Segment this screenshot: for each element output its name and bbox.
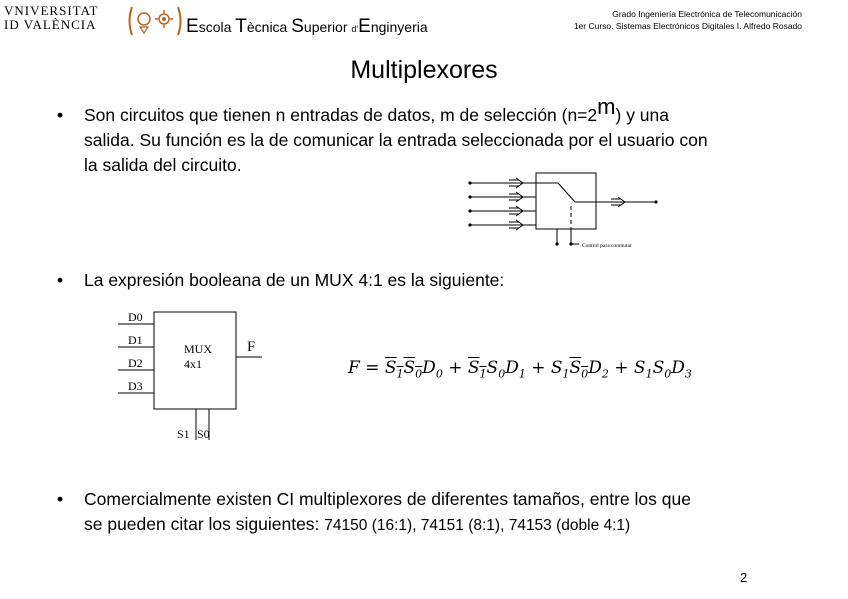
bullet-1-superscript: m — [597, 94, 616, 120]
bullet-1-line1a: Son circuitos que tienen n entradas de datos, m de selección (n=2 — [84, 105, 598, 125]
university-line2: ID VALÈNCIA — [4, 17, 97, 32]
f-s1: $S_1$ — [384, 358, 404, 381]
page-number: 2 — [740, 570, 748, 585]
f-s0: $S_0$ — [652, 358, 672, 381]
bullet-1-text — [84, 94, 708, 178]
bullet-dot: • — [57, 489, 64, 509]
formula-term-3-negated — [569, 358, 589, 381]
bullet-3-line1: Comercialmente existen CI multiplexores de diferentes tamaños, entre los que — [84, 489, 691, 509]
bullet-1-line1b: ) y una — [615, 105, 669, 125]
formula-term-1-negated-b — [403, 358, 423, 381]
school-cap-e2: E — [358, 16, 371, 37]
school-cap-e: E — [186, 16, 199, 37]
formula-plus: + — [525, 358, 551, 378]
mux-input-d2: D2 — [128, 356, 143, 370]
mux-4x1-diagram — [114, 306, 274, 448]
formula-lhs: F = — [348, 358, 385, 378]
school-word-1: scola — [198, 19, 236, 35]
mux-select-s0: S0 — [197, 427, 210, 441]
mux-select-s1: S1 — [177, 427, 190, 441]
bullet-2-text: La expresión booleana de un MUX 4:1 es la siguiente: — [84, 270, 505, 290]
bullet-3-line2b: 74150 (16:1), 74151 (8:1), 74153 (doble 4:1) — [324, 517, 631, 534]
university-name — [4, 4, 98, 32]
formula-plus: + — [608, 358, 634, 378]
degree-info — [472, 8, 802, 32]
bullet-3-text — [84, 487, 691, 538]
bullet-1-line3: la salida del circuito. — [84, 155, 242, 175]
mux-label: MUX — [184, 342, 213, 356]
university-line1: VNIVERSITAT — [4, 3, 99, 18]
switch-mux-diagram — [463, 168, 663, 254]
formula-term-1-negated — [384, 358, 404, 381]
f-s1: $S_1$ — [467, 358, 487, 381]
f-d0: $D_0$ — [422, 358, 443, 381]
f-s0: $S_0$ — [569, 358, 589, 381]
degree-line1: Grado Ingeniería Electrónica de Telecomunicación — [612, 9, 802, 19]
slide-title: Multiplexores — [350, 56, 498, 84]
boolean-formula — [348, 358, 692, 380]
school-word-3: uperior — [303, 19, 352, 35]
school-word-2: ècnica — [246, 19, 292, 35]
f-s1: $S_1$ — [633, 358, 653, 381]
header-logo-area — [4, 4, 464, 38]
bullet-dot: • — [57, 270, 64, 290]
bullet-dot: • — [57, 105, 64, 125]
bullet-3-line2a: se pueden citar los siguientes: — [84, 514, 325, 534]
mux-size: 4x1 — [184, 357, 202, 371]
formula-plus: + — [442, 358, 468, 378]
mux-input-d0: D0 — [128, 310, 143, 324]
mux-input-d3: D3 — [128, 379, 143, 393]
f-d1: $D_1$ — [505, 358, 526, 381]
f-s0: $S_0$ — [486, 358, 506, 381]
f-d2: $D_2$ — [588, 358, 609, 381]
f-s0: $S_0$ — [403, 358, 423, 381]
degree-line2: 1er Curso. Sistemas Electrónicos Digitales I. Alfredo Rosado — [573, 21, 802, 31]
f-d3: $D_3$ — [671, 358, 692, 381]
f-s1: $S_1$ — [550, 358, 570, 381]
school-cap-s: S — [291, 16, 304, 37]
mux-input-d1: D1 — [128, 333, 143, 347]
control-label: Control para conmutar — [582, 243, 632, 249]
school-word-4: nginyeria — [370, 19, 428, 35]
formula-term-2-negated — [467, 358, 487, 381]
school-tiny-d: d' — [351, 24, 359, 34]
bullet-1-line2: salida. Su función es la de comunicar la entrada seleccionada por el usuario con — [84, 130, 708, 150]
school-cap-t: T — [235, 16, 247, 37]
university-seal-icon — [126, 5, 184, 37]
mux-output-f: F — [247, 339, 256, 355]
school-name — [186, 16, 428, 38]
